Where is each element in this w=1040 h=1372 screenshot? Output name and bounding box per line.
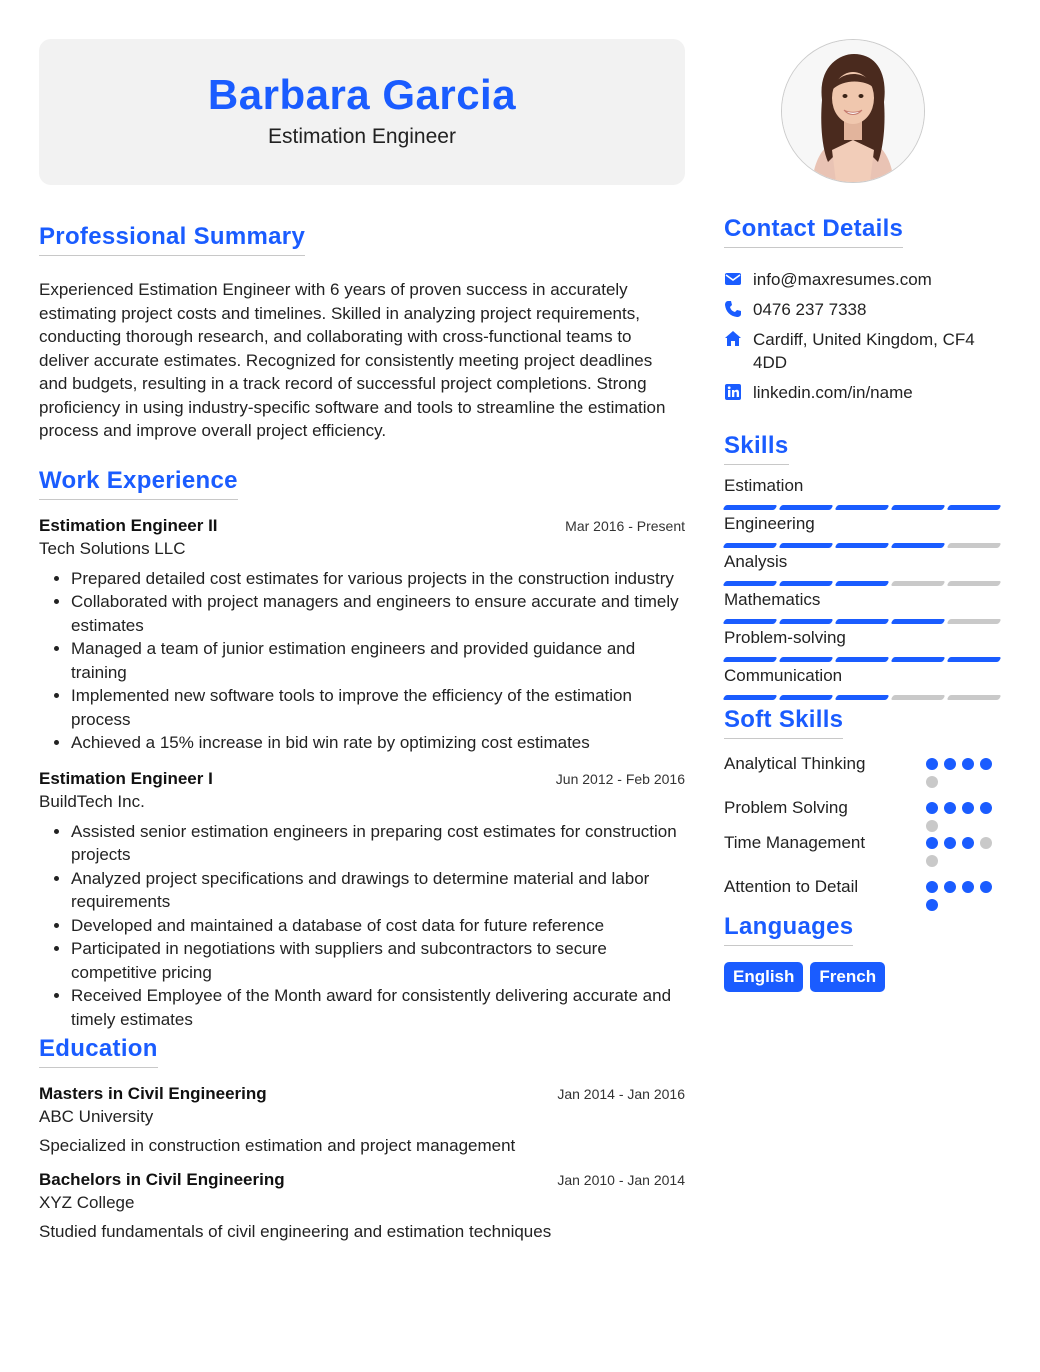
soft-skills-section	[724, 706, 1000, 911]
skill-level-segment	[891, 505, 946, 510]
job-title: Estimation Engineer	[268, 125, 456, 148]
rating-dot	[944, 881, 956, 893]
skills-section	[724, 432, 1000, 700]
rating-dot	[962, 802, 974, 814]
education-description: Studied fundamentals of civil engineering and estimation techniques	[39, 1222, 552, 1241]
education-section	[39, 1035, 685, 1242]
job-bullets	[39, 567, 685, 755]
skill-level-bar	[724, 657, 1000, 662]
skill-level-segment	[947, 543, 1002, 548]
skill-level-segment	[779, 581, 834, 586]
main-column	[39, 39, 685, 1242]
languages-heading: Languages	[724, 913, 853, 946]
skill-item	[724, 475, 1000, 510]
skill-level-segment	[779, 505, 834, 510]
phone-text: 0476 237 7338	[753, 300, 867, 319]
skill-level-segment	[891, 657, 946, 662]
skill-level-segment	[947, 695, 1002, 700]
rating-dot	[926, 776, 938, 788]
skill-level-segment	[723, 695, 778, 700]
email-text[interactable]: info@maxresumes.com	[753, 270, 932, 289]
skill-level-segment	[779, 619, 834, 624]
education-entry	[39, 1170, 685, 1242]
summary-heading: Professional Summary	[39, 223, 305, 256]
contact-address	[724, 328, 1000, 374]
soft-skills-list	[724, 753, 1000, 911]
soft-skill-name: Problem Solving	[724, 798, 848, 817]
job-title: Estimation Engineer I	[39, 768, 213, 788]
education-heading: Education	[39, 1035, 158, 1068]
skill-level-segment	[835, 619, 890, 624]
rating-dot	[980, 758, 992, 770]
address-text: Cardiff, United Kingdom, CF4 4DD	[753, 330, 975, 372]
language-tag-english: English	[724, 962, 803, 992]
rating-dot	[962, 758, 974, 770]
contact-section	[724, 215, 1000, 404]
language-tag-french: French	[810, 962, 885, 992]
list-item: • Analyzed project specifications and drawings to determine material and labor requirements	[71, 867, 685, 914]
skill-item	[724, 551, 1000, 586]
skill-level-segment	[779, 543, 834, 548]
home-icon	[724, 330, 742, 348]
skill-name: Problem-solving	[724, 628, 846, 647]
education-dates: Jan 2010 - Jan 2014	[557, 1172, 685, 1188]
linkedin-icon	[724, 383, 742, 401]
skill-level-segment	[835, 581, 890, 586]
skill-level-segment	[891, 581, 946, 586]
sidebar-column	[724, 39, 1000, 992]
education-description: Specialized in construction estimation and project management	[39, 1136, 516, 1155]
skill-level-segment	[947, 657, 1002, 662]
work-section	[39, 467, 685, 1032]
skill-level-segment	[835, 543, 890, 548]
education-entry	[39, 1084, 685, 1156]
skill-level-segment	[723, 581, 778, 586]
skill-item	[724, 513, 1000, 548]
soft-skill-item	[724, 832, 1000, 867]
rating-dot	[926, 899, 938, 911]
languages-section	[724, 913, 1000, 992]
skill-level-segment	[947, 505, 1002, 510]
rating-dot	[944, 837, 956, 849]
company-name: BuildTech Inc.	[39, 791, 145, 811]
candidate-name: Barbara Garcia	[207, 71, 517, 118]
header-card	[39, 39, 685, 185]
degree-title: Masters in Civil Engineering	[39, 1084, 267, 1103]
rating-dot	[944, 802, 956, 814]
soft-skill-item	[724, 876, 1000, 911]
skill-level-segment	[891, 619, 946, 624]
skill-level-segment	[835, 657, 890, 662]
soft-skill-name: Time Management	[724, 833, 866, 852]
skill-name: Engineering	[724, 514, 815, 533]
rating-dot	[944, 758, 956, 770]
soft-skill-rating	[926, 753, 1000, 788]
skill-level-segment	[947, 581, 1002, 586]
job-title: Estimation Engineer II	[39, 515, 218, 535]
skill-level-segment	[723, 505, 778, 510]
rating-dot	[926, 758, 938, 770]
soft-skill-rating	[926, 797, 1000, 832]
contact-heading: Contact Details	[724, 215, 903, 248]
skill-level-bar	[724, 581, 1000, 586]
skill-level-segment	[723, 619, 778, 624]
list-item: • Prepared detailed cost estimates for various projects in the construction industry	[71, 567, 685, 591]
soft-skill-name: Analytical Thinking	[724, 754, 866, 773]
skill-item	[724, 665, 1000, 700]
school-name: ABC University	[39, 1107, 154, 1126]
education-dates: Jan 2014 - Jan 2016	[557, 1086, 685, 1102]
skills-list	[724, 475, 1000, 700]
rating-dot	[962, 837, 974, 849]
soft-skill-rating	[926, 832, 1000, 867]
list-item: • Participated in negotiations with suppliers and subcontractors to secure competitive pricing	[71, 937, 685, 984]
skill-level-segment	[947, 619, 1002, 624]
rating-dot	[926, 881, 938, 893]
list-item: • Managed a team of junior estimation engineers and provided guidance and training	[71, 637, 685, 684]
soft-skill-item	[724, 797, 1000, 832]
skill-name: Communication	[724, 666, 843, 685]
list-item: • Achieved a 15% increase in bid win rate by optimizing cost estimates	[71, 731, 685, 755]
job-entry	[39, 769, 685, 1032]
list-item: • Assisted senior estimation engineers in preparing cost estimates for construction projects	[71, 820, 685, 867]
phone-icon	[724, 300, 742, 318]
rating-dot	[926, 802, 938, 814]
rating-dot	[962, 881, 974, 893]
list-item: • Implemented new software tools to improve the efficiency of the estimation process	[71, 684, 685, 731]
company-name: Tech Solutions LLC	[39, 538, 186, 558]
skill-level-segment	[835, 505, 890, 510]
school-name: XYZ College	[39, 1193, 135, 1212]
job-entry	[39, 516, 685, 755]
contact-email	[724, 268, 1000, 291]
skill-level-segment	[891, 543, 946, 548]
summary-section	[39, 223, 685, 443]
rating-dot	[926, 837, 938, 849]
rating-dot	[980, 837, 992, 849]
skill-name: Estimation	[724, 476, 804, 495]
soft-skill-rating	[926, 876, 1000, 911]
list-item: • Collaborated with project managers and engineers to ensure accurate and timely estimates	[71, 590, 685, 637]
linkedin-text[interactable]: linkedin.com/in/name	[753, 383, 913, 402]
contact-linkedin	[724, 381, 1000, 404]
soft-skill-item	[724, 753, 1000, 788]
skills-heading: Skills	[724, 432, 789, 465]
job-dates: Mar 2016 - Present	[565, 517, 685, 534]
skill-item	[724, 627, 1000, 662]
skill-name: Analysis	[724, 552, 788, 571]
soft-skill-name: Attention to Detail	[724, 877, 859, 896]
job-bullets	[39, 820, 685, 1032]
skill-name: Mathematics	[724, 590, 821, 609]
skill-level-segment	[779, 657, 834, 662]
rating-dot	[926, 820, 938, 832]
contact-phone	[724, 298, 1000, 321]
soft-skills-heading: Soft Skills	[724, 706, 843, 739]
skill-level-segment	[779, 695, 834, 700]
skill-level-segment	[723, 543, 778, 548]
language-tags	[724, 962, 1000, 992]
envelope-icon	[724, 270, 742, 288]
skill-level-bar	[724, 505, 1000, 510]
skill-level-bar	[724, 543, 1000, 548]
skill-item	[724, 589, 1000, 624]
work-heading: Work Experience	[39, 467, 238, 500]
skill-level-bar	[724, 619, 1000, 624]
skill-level-bar	[724, 695, 1000, 700]
skill-level-segment	[891, 695, 946, 700]
rating-dot	[980, 802, 992, 814]
rating-dot	[980, 881, 992, 893]
job-dates: Jun 2012 - Feb 2016	[555, 770, 685, 787]
degree-title: Bachelors in Civil Engineering	[39, 1170, 285, 1189]
list-item: • Received Employee of the Month award for consistently delivering accurate and timely estimates	[71, 984, 685, 1031]
skill-level-segment	[723, 657, 778, 662]
rating-dot	[926, 855, 938, 867]
summary-text: Experienced Estimation Engineer with 6 years of proven success in accurately estimating project costs and timelines. Skilled in analyzing project requirements, conducting thorough research, and collaborating with cross-functional teams to deliver accurate estimates. Recognized for consistently meeting project deadlines and budgets, resulting in a track record of successful project completions. Strong proficiency in using industry-specific software and tools to streamline the estimation process and improve overall project efficiency.	[39, 280, 666, 440]
list-item: • Developed and maintained a database of cost data for future reference	[71, 914, 685, 938]
skill-level-segment	[835, 695, 890, 700]
